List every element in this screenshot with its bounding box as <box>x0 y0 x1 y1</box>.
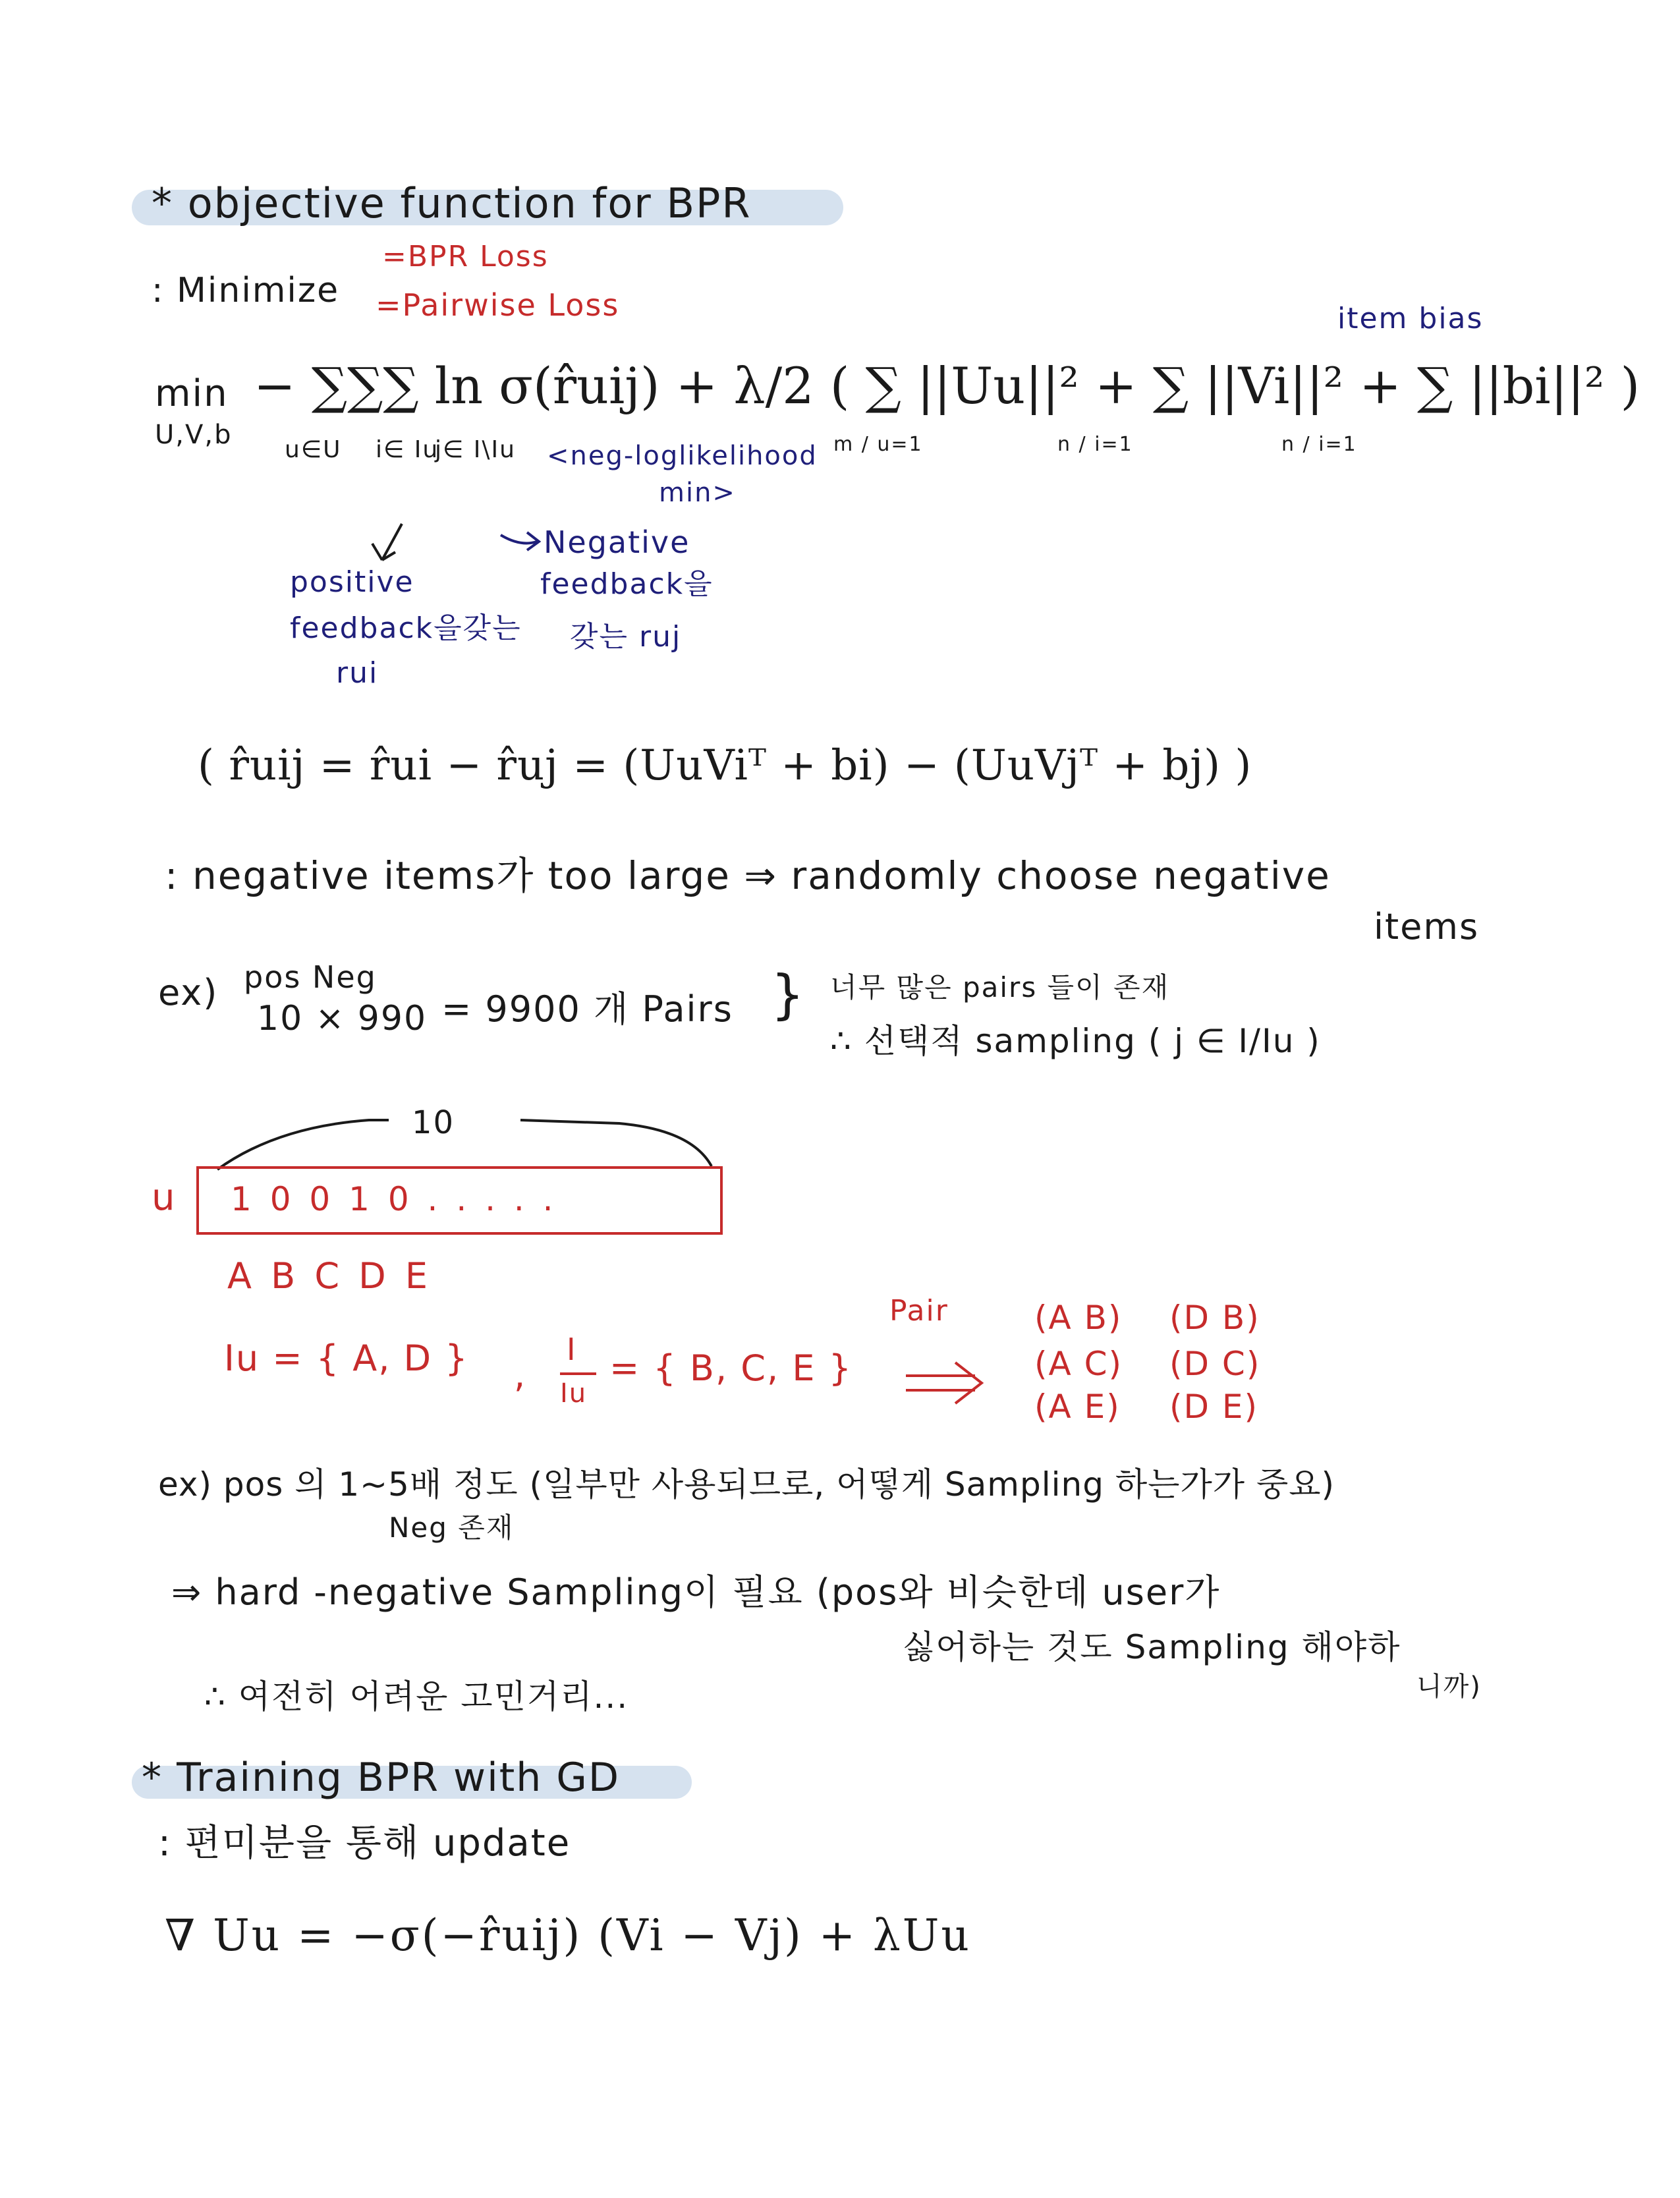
minimize-label: : Minimize <box>152 271 340 310</box>
sum-subscript-u: u∈U <box>285 436 342 463</box>
item-bias-note: item bias <box>1337 302 1484 335</box>
example2-line-6: ∴ 여전히 어려운 고민거리... <box>204 1677 629 1716</box>
neg-loglikelihood-note: <neg-loglikelihood <box>547 441 818 471</box>
pair-a-e: (A E) <box>1034 1388 1121 1426</box>
diagram-cells: 1 0 0 1 0 . . . . . <box>231 1180 557 1218</box>
negative-note-3: 갖는 ruj <box>570 620 682 654</box>
sum-subscript-i: i∈ Iu <box>376 436 439 463</box>
pair-a-c: (A C) <box>1034 1345 1123 1383</box>
diagram-brace-label: 10 <box>412 1104 455 1141</box>
diagram-row-label: u <box>152 1176 177 1219</box>
positive-note-3: rui <box>336 656 379 690</box>
neg-set-lhs-bottom: Iu <box>560 1378 588 1409</box>
sum2-limits: n / i=1 <box>1057 433 1133 456</box>
pairwise-loss-label: =Pairwise Loss <box>376 287 620 323</box>
formula-body: − ∑∑∑ ln σ(r̂uij) + λ/2 ( ∑ ||Uu||² + ∑ ||Vi||² + ∑ ||bi||² ) <box>254 356 1640 415</box>
comma: , <box>514 1354 527 1395</box>
neg-set-lhs-top: I <box>567 1332 577 1367</box>
diagram-columns: A B C D E <box>227 1255 432 1297</box>
negative-note-1: Negative <box>544 524 690 560</box>
example1-note-1: 너무 많은 pairs 들이 존재 <box>830 971 1170 1003</box>
pair-d-c: (D C) <box>1169 1345 1261 1383</box>
example2-line-1: ex) pos 의 1~5배 정도 (일부만 사용되므로, 어떻게 Sampling 하는가가 중요) <box>158 1465 1335 1504</box>
sum3-limits: n / i=1 <box>1281 433 1357 456</box>
training-subtitle: : 편미분을 통해 update <box>158 1822 571 1865</box>
negative-note-2: feedback을 <box>540 567 714 601</box>
example2-line-4: 싫어하는 것도 Sampling 해야하 <box>903 1628 1401 1666</box>
bpr-loss-label: =BPR Loss <box>382 240 549 273</box>
neg-items-line-2: items <box>1374 906 1480 947</box>
gradient-formula: ∇ Uu = −σ(−r̂uij) (Vi − Vj) + λUu <box>165 1910 971 1961</box>
positive-note-1: positive <box>290 565 414 599</box>
pair-d-e: (D E) <box>1169 1388 1258 1426</box>
example1-values: 10 × 990 <box>257 999 428 1038</box>
example1-brace: } <box>771 964 806 1025</box>
section-title-training: * Training BPR with GD <box>142 1755 621 1801</box>
sum-subscript-j: j∈ I\Iu <box>435 436 516 463</box>
neg-set: = { B, C, E } <box>609 1347 853 1389</box>
neg-loglikelihood-min: min> <box>659 478 736 508</box>
example1-header: pos Neg <box>244 959 377 995</box>
pair-d-b: (D B) <box>1169 1299 1260 1337</box>
iu-set: Iu = { A, D } <box>224 1338 469 1379</box>
pair-label: Pair <box>889 1294 949 1328</box>
formula-min-subscript: U,V,b <box>155 420 233 450</box>
example1-note-2: ∴ 선택적 sampling ( j ∈ I/Iu ) <box>830 1022 1321 1060</box>
example2-line-2: Neg 존재 <box>389 1511 515 1544</box>
neg-items-line-1: : negative items가 too large ⇒ randomly choose negative <box>165 853 1331 898</box>
example2-line-5: 니까) <box>1416 1672 1482 1702</box>
example1-result: = 9900 개 Pairs <box>441 988 733 1030</box>
example1-label: ex) <box>158 972 219 1013</box>
formula-min: min <box>155 372 229 415</box>
pair-a-b: (A B) <box>1034 1299 1123 1337</box>
sum1-limits: m / u=1 <box>833 433 923 456</box>
positive-note-2: feedback을갖는 <box>290 611 522 645</box>
section-title-objective: * objective function for BPR <box>152 179 752 227</box>
example2-line-3: ⇒ hard -negative Sampling이 필요 (pos와 비슷한데 user가 <box>171 1571 1221 1613</box>
rhat-definition: ( r̂uij = r̂ui − r̂uj = (UuViᵀ + bi) − (UuVjᵀ + bj) ) <box>198 741 1252 790</box>
